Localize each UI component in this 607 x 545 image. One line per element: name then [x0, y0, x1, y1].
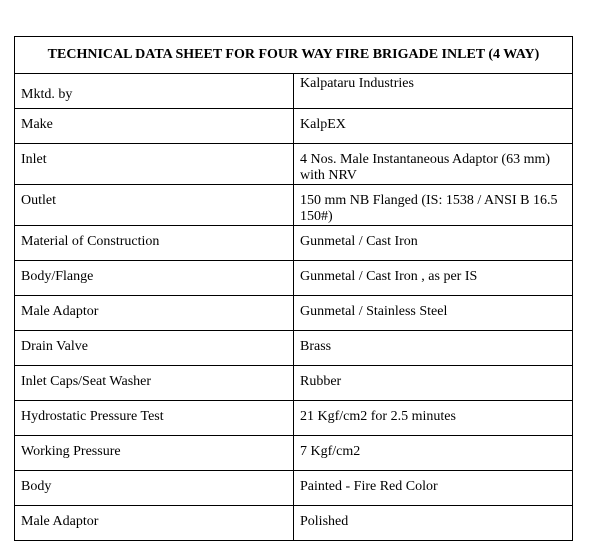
row-label: Male Adaptor — [15, 296, 294, 331]
table-row — [15, 144, 573, 185]
table-row — [15, 366, 573, 401]
sheet-title: TECHNICAL DATA SHEET FOR FOUR WAY FIRE BRIGADE INLET (4 WAY) — [15, 37, 573, 74]
table-row — [15, 109, 573, 144]
row-value: 21 Kgf/cm2 for 2.5 minutes — [294, 401, 573, 436]
row-value: 150 mm NB Flanged (IS: 1538 / ANSI B 16.5 150#) — [294, 185, 573, 226]
row-value: 4 Nos. Male Instantaneous Adaptor (63 mm) with NRV — [294, 144, 573, 185]
row-label: Mktd. by — [15, 74, 294, 109]
technical-data-table — [14, 36, 573, 541]
row-label: Inlet — [15, 144, 294, 185]
title-row — [15, 37, 573, 74]
row-label: Inlet Caps/Seat Washer — [15, 366, 294, 401]
row-value: Gunmetal / Cast Iron , as per IS — [294, 261, 573, 296]
row-label: Body/Flange — [15, 261, 294, 296]
row-value: Kalpataru Industries — [294, 74, 573, 109]
row-value: Gunmetal / Stainless Steel — [294, 296, 573, 331]
table-row — [15, 185, 573, 226]
row-label: Body — [15, 471, 294, 506]
row-label: Material of Construction — [15, 226, 294, 261]
row-label: Drain Valve — [15, 331, 294, 366]
row-value: 7 Kgf/cm2 — [294, 436, 573, 471]
row-value: Gunmetal / Cast Iron — [294, 226, 573, 261]
row-label: Outlet — [15, 185, 294, 226]
row-value: Brass — [294, 331, 573, 366]
table-row — [15, 331, 573, 366]
table-row — [15, 471, 573, 506]
row-value: Rubber — [294, 366, 573, 401]
row-label: Hydrostatic Pressure Test — [15, 401, 294, 436]
table-row — [15, 436, 573, 471]
table-row — [15, 401, 573, 436]
row-label: Male Adaptor — [15, 506, 294, 541]
row-label: Make — [15, 109, 294, 144]
table-row — [15, 74, 573, 109]
table-row — [15, 296, 573, 331]
table-row — [15, 226, 573, 261]
row-value: Polished — [294, 506, 573, 541]
table-row — [15, 506, 573, 541]
row-value: KalpEX — [294, 109, 573, 144]
table-row — [15, 261, 573, 296]
row-value: Painted - Fire Red Color — [294, 471, 573, 506]
row-label: Working Pressure — [15, 436, 294, 471]
